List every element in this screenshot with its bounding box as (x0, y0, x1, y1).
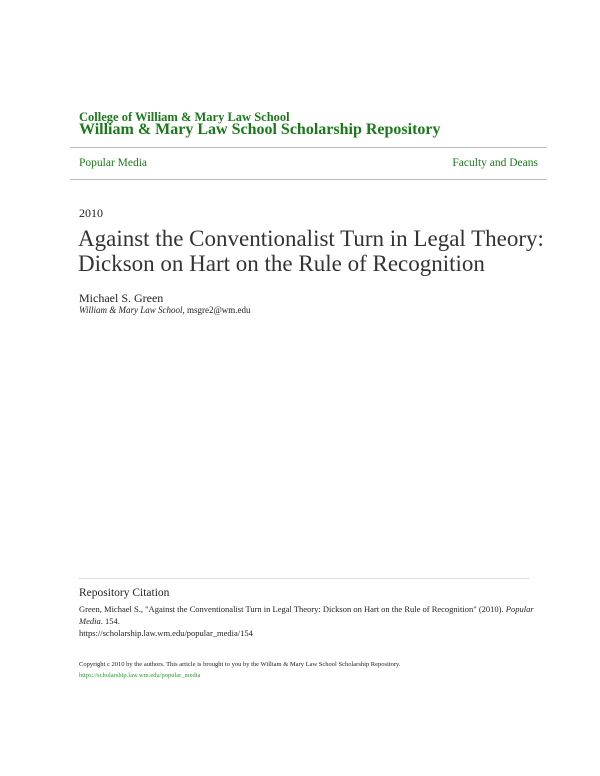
citation-text (79, 603, 539, 639)
faculty-deans-link[interactable]: Faculty and Deans (452, 157, 538, 169)
divider (70, 179, 547, 180)
citation-suffix: . 154. (100, 616, 120, 626)
author-email[interactable]: msgre2@wm.edu (187, 305, 251, 315)
citation-heading: Repository Citation (79, 587, 170, 599)
affiliation: William & Mary Law School (79, 305, 183, 315)
collection-url-link[interactable]: https://scholarship.law.wm.edu/popular_media (79, 672, 201, 679)
citation-prefix: Green, Michael S., "Against the Conventionalist Turn in Legal Theory: Dickson on Hart on the Rule of Recognition" (2010). (79, 604, 504, 614)
popular-media-link[interactable]: Popular Media (79, 157, 148, 169)
repository-name: William & Mary Law School Scholarship Repository (79, 121, 441, 138)
citation-journal: Popular Media (79, 604, 534, 626)
divider (70, 147, 547, 148)
article-title: Against the Conventionalist Turn in Legal Theory: Dickson on Hart on the Rule of Recognition (78, 226, 544, 276)
college-name: College of William & Mary Law School (79, 110, 290, 124)
copyright-notice: Copyright c 2010 by the authors. This article is brought to you by the William & Mary Law School Scholarship Repository. (79, 661, 401, 668)
publication-year: 2010 (79, 206, 103, 220)
author-affiliation: William & Mary Law School, msgre2@wm.edu (79, 305, 251, 315)
author-name: Michael S. Green (79, 291, 164, 305)
divider (79, 578, 529, 579)
citation-url[interactable]: https://scholarship.law.wm.edu/popular_media/154 (79, 628, 253, 638)
